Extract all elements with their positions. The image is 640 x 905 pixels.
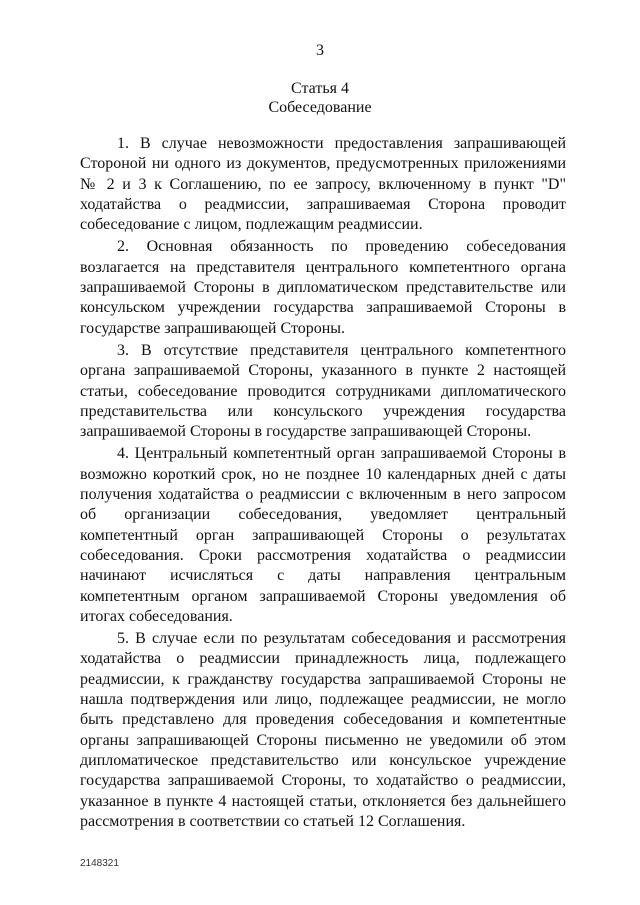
- paragraph-4: 4. Центральный компетентный орган запрашиваемой Стороны в возможно короткий срок, но не позднее 10 календарных дней с даты получения ходатайства о реадмиссии с включенным в него запросом об организации собеседования, уведомляет центральный компетентный орган запрашивающей Стороны о результатах собеседования. Сроки рассмотрения ходатайства о реадмиссии начинают исчисляться с даты направления центральным компетентным органом запрашиваемой Стороны уведомления об итогах собеседования.: [80, 445, 566, 625]
- paragraph-5: 5. В случае если по результатам собеседования и рассмотрения ходатайства о реадмиссии принадлежность лица, подлежащего реадмиссии, к гражданству государства запрашиваемой Стороны не нашла подтверждения или лицо, подлежащее реадмиссии, не могло быть представлено для проведения собеседования и компетентные органы запрашивающей Стороны письменно не уведомили об этом дипломатическое представительство или консульское учреждение государства запрашиваемой Стороны, то ходатайство о реадмиссии, указанное в пункте 4 настоящей статьи, отклоняется без дальнейшего рассмотрения в соответствии со статьей 12 Соглашения.: [80, 630, 566, 830]
- article-title: Статья 4: [291, 80, 349, 97]
- page-number: 3: [316, 42, 324, 59]
- article-subtitle: Собеседование: [268, 99, 372, 116]
- paragraph-2: 2. Основная обязанность по проведению собеседования возлагается на представителя центрального компетентного органа запрашиваемой Стороны в дипломатическом представительстве или консульском учреждении государства запрашиваемой Стороны в государстве запрашивающей Стороны.: [80, 238, 566, 337]
- paragraph-1: 1. В случае невозможности предоставления запрашивающей Стороной ни одного из документов, предусмотренных приложениями № 2 и 3 к Соглашению, по ее запросу, включенному в пункт "D" ходатайства о реадмиссии, запрашиваемая Сторона проводит собеседование с лицом, подлежащим реадмиссии.: [80, 135, 566, 234]
- document-code: 2148321: [80, 858, 119, 869]
- article-body: [80, 134, 566, 834]
- paragraph-3: 3. В отсутствие представителя центрального компетентного органа запрашиваемой Стороны, указанного в пункте 2 настоящей статьи, собеседование проводится сотрудниками дипломатического представительства или консульского учреждения государства запрашиваемой Стороны в государстве запрашивающей Стороны.: [80, 341, 566, 441]
- article-heading: [0, 79, 640, 117]
